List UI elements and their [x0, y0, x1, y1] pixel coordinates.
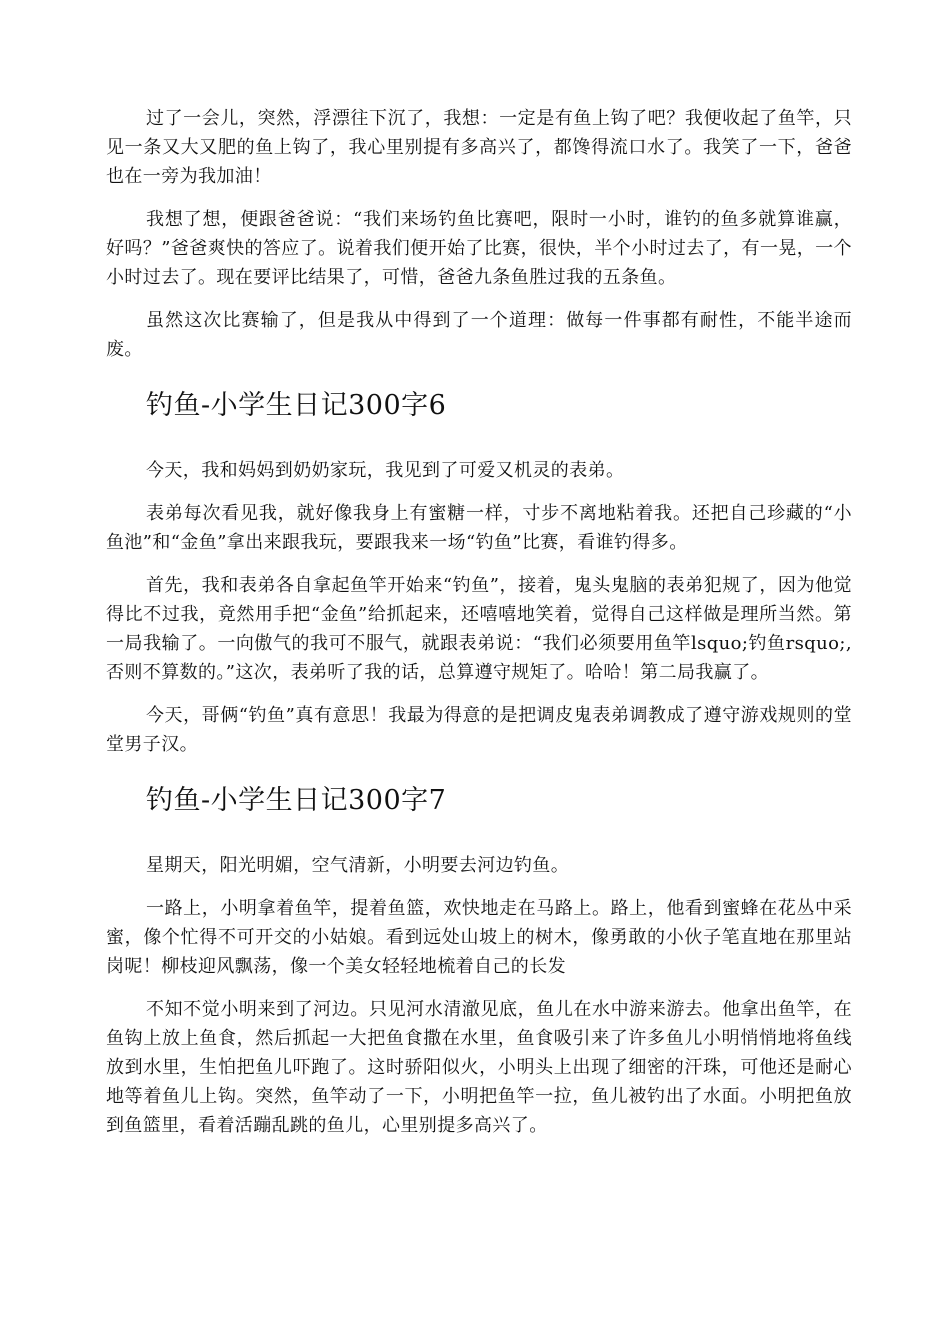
- paragraph: 星期天，阳光明媚，空气清新，小明要去河边钓鱼。: [146, 855, 570, 876]
- paragraph: 表弟每次看见我，就好像我身上有蜜糖一样，寸步不离地粘着我。还把自己珍藏的“小鱼池”和“金鱼”拿出来跟我玩，要跟我来一场“钓鱼”比赛，看谁钓得多。: [106, 503, 852, 553]
- section-heading-7: 钓鱼-小学生日记300字7: [146, 785, 447, 816]
- paragraph: 今天，我和妈妈到奶奶家玩，我见到了可爱又机灵的表弟。: [146, 460, 625, 481]
- section-heading-6: 钓鱼-小学生日记300字6: [146, 390, 447, 421]
- document-page: [106, 104, 852, 1140]
- paragraph: 虽然这次比赛输了，但是我从中得到了一个道理：做每一件事都有耐性，不能半途而废。: [106, 310, 852, 360]
- paragraph: 不知不觉小明来到了河边。只见河水清澈见底，鱼儿在水中游来游去。他拿出鱼竿，在鱼钩上放上鱼食，然后抓起一大把鱼食撒在水里，鱼食吸引来了许多鱼儿小明悄悄地将鱼线放到水里，生怕把鱼儿吓跑了。这时骄阳似火，小明头上出现了细密的汗珠，可他还是耐心地等着鱼儿上钩。突然，鱼竿动了一下，小明把鱼竿一拉，鱼儿被钓出了水面。小明把鱼放到鱼篮里，看着活蹦乱跳的鱼儿，心里别提多高兴了。: [106, 999, 852, 1136]
- paragraph: 首先，我和表弟各自拿起鱼竿开始来“钓鱼”，接着，鬼头鬼脑的表弟犯规了，因为他觉得比不过我，竟然用手把“金鱼”给抓起来，还嘻嘻地笑着，觉得自己这样做是理所当然。第一局我输了。一向傲气的我可不服气，就跟表弟说：“我们必须要用鱼竿lsquo;钓鱼rsquo;,否则不算数的。”这次，表弟听了我的话，总算遵守规矩了。哈哈！第二局我赢了。: [106, 575, 852, 683]
- paragraph: 过了一会儿，突然，浮漂往下沉了，我想：一定是有鱼上钩了吧？我便收起了鱼竿，只见一条又大又肥的鱼上钩了，我心里别提有多高兴了，都馋得流口水了。我笑了一下，爸爸也在一旁为我加油！: [106, 108, 852, 187]
- paragraph: 一路上，小明拿着鱼竿，提着鱼篮，欢快地走在马路上。路上，他看到蜜蜂在花丛中采蜜，像个忙得不可开交的小姑娘。看到远处山坡上的树木，像勇敢的小伙子笔直地在那里站岗呢！柳枝迎风飘荡，像一个美女轻轻地梳着自己的长发: [106, 898, 852, 977]
- paragraph: 今天，哥俩“钓鱼”真有意思！我最为得意的是把调皮鬼表弟调教成了遵守游戏规则的堂堂男子汉。: [106, 705, 852, 755]
- paragraph: 我想了想，便跟爸爸说：“我们来场钓鱼比赛吧，限时一小时，谁钓的鱼多就算谁赢，好吗？”爸爸爽快的答应了。说着我们便开始了比赛，很快，半个小时过去了，有一晃，一个小时过去了。现在要评比结果了，可惜，爸爸九条鱼胜过我的五条鱼。: [106, 209, 852, 288]
